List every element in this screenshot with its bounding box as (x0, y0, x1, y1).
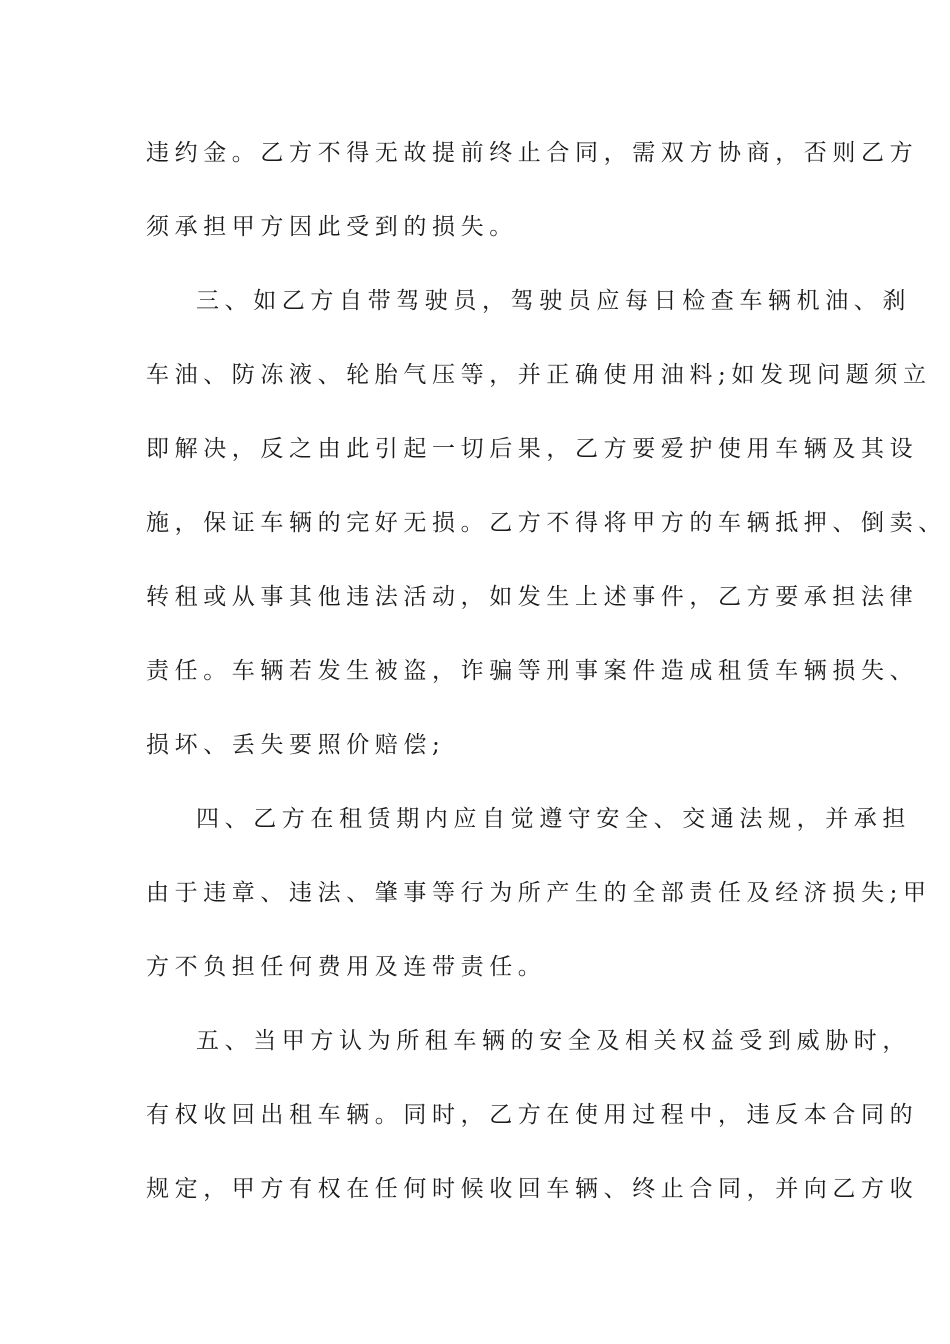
text-line: 规定，甲方有权在任何时候收回车辆、终止合同，并向乙方收 (146, 1176, 919, 1202)
text-line: 责任。车辆若发生被盗，诈骗等刑事案件造成租赁车辆损失、 (146, 658, 919, 684)
text-line: 转租或从事其他违法活动，如发生上述事件，乙方要承担法律 (146, 584, 919, 610)
text-line: 损坏、丢失要照价赔偿; (146, 732, 446, 758)
text-line: 车油、防冻液、轮胎气压等，并正确使用油料;如发现问题须立 (146, 362, 932, 388)
paragraph-4-start: 四、乙方在租赁期内应自觉遵守安全、交通法规，并承担 (196, 806, 911, 832)
text-line: 有权收回出租车辆。同时，乙方在使用过程中，违反本合同的 (146, 1102, 919, 1128)
paragraph-3-start: 三、如乙方自带驾驶员，驾驶员应每日检查车辆机油、刹 (196, 288, 911, 314)
paragraph-5-start: 五、当甲方认为所租车辆的安全及相关权益受到威胁时， (196, 1028, 911, 1054)
text-line: 由于违章、违法、肇事等行为所产生的全部责任及经济损失;甲 (146, 880, 932, 906)
text-line: 须承担甲方因此受到的损失。 (146, 214, 518, 240)
text-line: 即解决，反之由此引起一切后果，乙方要爱护使用车辆及其设 (146, 436, 919, 462)
text-line: 施，保证车辆的完好无损。乙方不得将甲方的车辆抵押、倒卖、 (146, 510, 947, 536)
text-line: 方不负担任何费用及连带责任。 (146, 954, 547, 980)
text-line: 违约金。乙方不得无故提前终止合同，需双方协商，否则乙方 (146, 140, 919, 166)
